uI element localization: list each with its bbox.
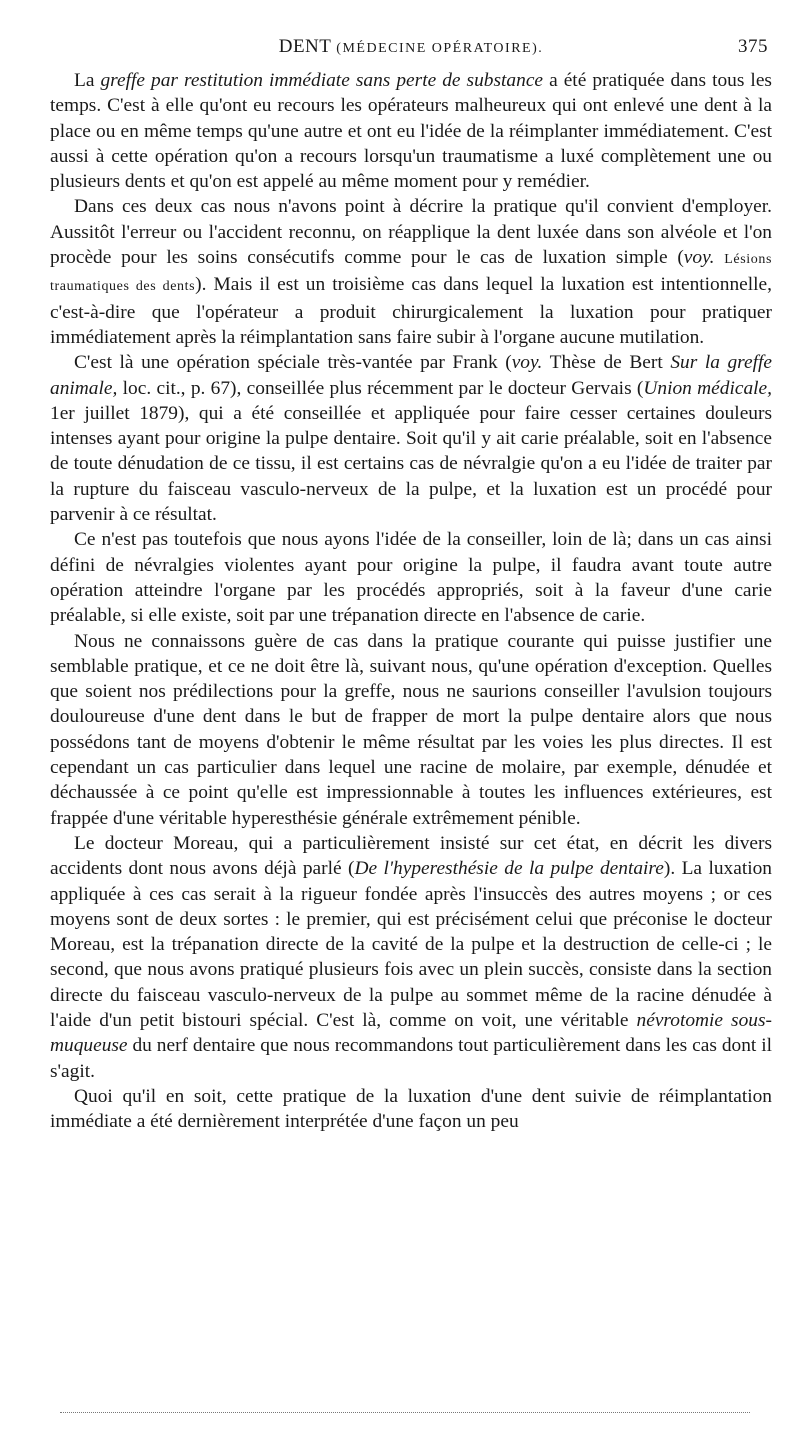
text-run: C'est là une opération spéciale très-vantée par Frank (	[74, 352, 512, 374]
text-run: Ce n'est pas toutefois que nous ayons l'idée de la conseiller, loin de là; dans un cas ainsi défini de névralgies violentes ayant pour origine la pulpe, il faudra avant toute autre opération atteindre l'organe par les procédés appropriés, soit à la faveur d'une carie préalable, si elle existe, soit par une trépanation directe en l'absence de carie.	[50, 529, 772, 627]
text-run: du nerf dentaire que nous recommandons tout particulièrement dans les cas dont il s'agit.	[50, 1035, 772, 1082]
text-run: ). La luxation appliquée à ces cas serait à la rigueur fondée après l'insuccès des autres moyens ; or ces moyens sont de deux sortes : le premier, qui est précisément celui que préconise le docteur Moreau, est la trépanation directe de la cavité de la pulpe et la destruction de celle-ci ; le second, que nous avons pratiqué plusieurs fois avec un plein succès, consiste dans la section directe du faisceau vasculo-nerveux de la pulpe au sommet même de la racine dénudée à l'aide d'un petit bistouri spécial. C'est là, comme on voit, une véritable	[50, 858, 772, 1031]
italic-text: névrotomie sous-muqueuse	[50, 1009, 772, 1057]
body-text	[50, 68, 772, 1134]
text-run: La	[74, 70, 101, 91]
paragraph-1	[50, 68, 772, 194]
paragraph-7	[50, 1084, 772, 1135]
text-run: Le docteur Moreau, qui a particulièrement insisté sur cet état, en décrit les divers accidents dont nous avons déjà parlé (	[50, 832, 772, 880]
text-run: Thèse de Bert	[542, 352, 671, 374]
small-caps-text: Lésions traumatiques des dents	[50, 252, 772, 295]
italic-text: Union médicale,	[643, 377, 772, 399]
running-header	[50, 36, 772, 66]
paragraph-6	[50, 831, 772, 1084]
italic-text: Sur la greffe animale,	[50, 352, 772, 399]
running-title-main: DENT	[278, 36, 332, 57]
text-run: Nous ne connaissons guère de cas dans la pratique courante qui puisse justifier une semblable pratique, et ce ne doit être là, suivant nous, qu'une opération d'exception. Quelles que soient nos prédilections pour la greffe, nous ne saurions conseiller l'avulsion toujours douloureuse d'une dent dans le but de frapper de mort la pulpe dentaire alors que nous possédons tant de moyens d'obtenir le même résultat par les voies les plus directes. Il est cependant un cas particulier dans lequel une racine de molaire, par exemple, dénudée et déchaussée à ce point qu'elle est impressionnable à toutes les influences extérieures, est frappée d'une véritable hyperesthésie générale extrêmement pénible.	[50, 630, 772, 829]
italic-text: voy.	[511, 352, 543, 374]
italic-text: voy.	[683, 247, 715, 269]
text-run: 1er juillet 1879), qui a été conseillée et appliquée pour faire cesser certaines douleurs intenses ayant pour origine la pulpe dentaire. Soit qu'il y ait carie préalable, soit en l'absence de toute dénudation de ce tissu, il est certains cas de névralgie qu'on a eu l'idée de traiter par la rupture du faisceau vasculo-nerveux de la pulpe, et la luxation est un procédé pour parvenir à ce résultat.	[50, 402, 772, 526]
text-run: loc. cit., p. 67), conseillée plus récemment par le docteur Gervais (	[117, 377, 644, 399]
page-number: 375	[738, 36, 768, 57]
paragraph-3	[50, 350, 772, 527]
text-run	[714, 247, 724, 268]
paragraph-2	[50, 194, 772, 350]
running-title-subtitle: (MÉDECINE OPÉRATOIRE).	[336, 41, 544, 56]
text-run: a été pratiquée dans tous les temps. C'est à elle qu'ont eu recours les opérateurs malheureux qui ont enlevé une dent à la place ou en même temps qu'une autre et ont eu l'idée de la réimplanter immédiatement. C'est aussi à cette opération qu'on a recours lorsqu'un traumatisme a luxé complètement une ou plusieurs dents et qu'on est appelé au même moment pour y remédier.	[50, 70, 772, 193]
footer-dotted-rule	[60, 1412, 750, 1413]
italic-text: greffe par restitution immédiate sans perte de substance	[100, 70, 544, 91]
text-run: Quoi qu'il en soit, cette pratique de la luxation d'une dent suivie de réimplantation immédiate a été dernièrement interprétée d'une façon un peu	[50, 1085, 772, 1133]
text-run: Dans ces deux cas nous n'avons point à décrire la pratique qu'il convient d'employer. Aussitôt l'erreur ou l'accident reconnu, on réapplique la dent luxée dans son alvéole et l'on procède pour les soins consécutifs comme pour le cas de luxation simple (	[50, 196, 772, 269]
running-title	[50, 36, 772, 58]
italic-text: De l'hyperesthésie de la pulpe dentaire	[354, 858, 664, 880]
paragraph-4	[50, 527, 772, 628]
paragraph-5	[50, 629, 772, 831]
text-run: ). Mais il est un troisième cas dans lequel la luxation est intentionnelle, c'est-à-dire que l'opérateur a produit chirurgicalement la luxation pour pratiquer immédiatement après la réimplantation sans faire subir à l'organe aucune mutilation.	[50, 274, 772, 348]
